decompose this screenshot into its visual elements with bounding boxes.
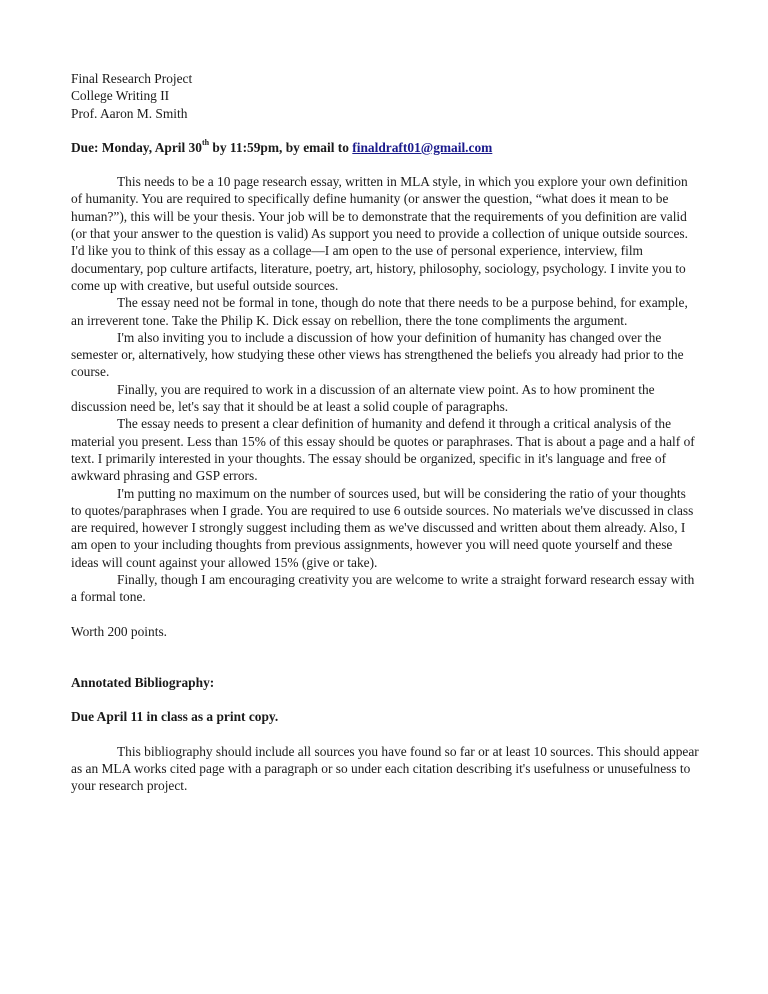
course-name: College Writing II [71,88,170,104]
due-date-prefix: Due: Monday, April 30 [71,139,202,155]
points-worth: Worth 200 points. [71,623,168,639]
annotated-bibliography-due: Due April 11 in class as a print copy. [71,709,279,725]
email-link[interactable]: finaldraft01@gmail.com [352,139,493,155]
paragraph-5: The essay needs to present a clear definition of humanity and defend it through a critical analysis of the material you present. Less than 15% of this essay should be quotes or paraphrases. That is about a page and a half of text. I primarily interested in your thoughts. The essay should be organized, specific in it's language and free of awkward phrasing and GSP errors. [71,416,695,484]
due-date-line [71,139,699,156]
due-date-middle: by 11:59pm, by email to [209,139,353,155]
project-title: Final Research Project [71,71,193,86]
due-date-superscript: th [201,138,210,148]
paragraph-1: This needs to be a 10 page research essay, written in MLA style, in which you explore your own definition of humanity. You are required to specifically define humanity (or answer the question, “what does it mean to be human?”), this will be your thesis. Your job will be to demonstrate that the requirements of you definition are valid (or that your answer to the question is valid) As support you need to provide a collection of unique outside sources. I'd like you to think of this essay as a collage—I am open to the use of personal experience, interview, film documentary, pop culture artifacts, literature, poetry, art, history, philosophy, sociology, psychology. I invite you to come up with creative, but useful outside sources. [71,174,688,293]
assignment-body [71,173,699,605]
paragraph-2: The essay need not be formal in tone, though do note that there needs to be a purpose behind, for example, an irreverent tone. Take the Philip K. Dick essay on rebellion, there the tone compliments the argument. [71,295,688,328]
document-header [71,70,699,122]
annotated-bibliography-heading: Annotated Bibliography: [71,674,215,690]
annotated-bibliography-text: This bibliography should include all sources you have found so far or at least 10 sources. This should appear as an MLA works cited page with a paragraph or so under each citation describing it's usefulness or unusefulness to your research project. [71,743,699,794]
document-page [71,70,699,794]
paragraph-4: Finally, you are required to work in a discussion of an alternate view point. As to how prominent the discussion need be, let's say that it should be at least a solid couple of paragraphs. [71,381,655,415]
paragraph-7: Finally, though I am encouraging creativity you are welcome to write a straight forward research essay with a formal tone. [71,572,695,605]
paragraph-6: I'm putting no maximum on the number of sources used, but will be considering the ratio of your thoughts to quotes/paraphrases when I grade. You are required to use 6 outside sources. No materials we've discussed in class are required, however I strongly suggest including them as we've discussed and written about them already. Also, I am open to your including thoughts from previous assignments, however you will need quote yourself and these ideas will count against your allowed 15% (give or take). [71,485,694,570]
paragraph-3: I'm also inviting you to include a discussion of how your definition of humanity has changed over the semester or, alternatively, how studying these other views has strengthened the beliefs you already had prior to the course. [71,329,684,380]
professor-name: Prof. Aaron M. Smith [71,105,188,121]
